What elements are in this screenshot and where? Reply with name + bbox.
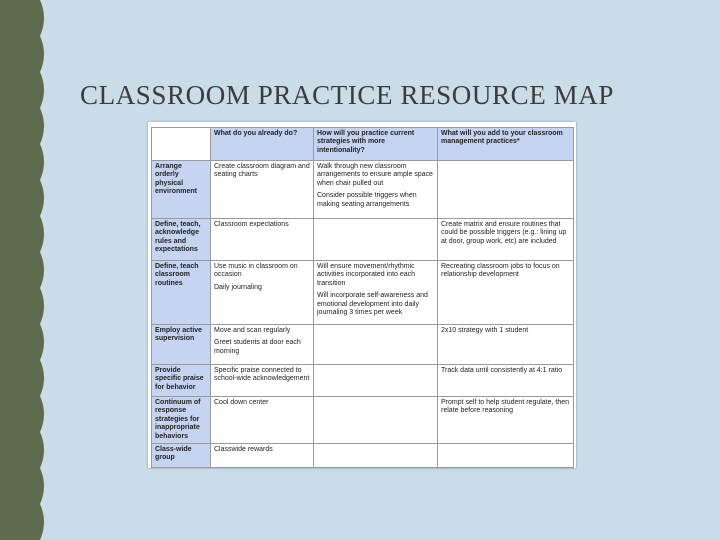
cell-add	[438, 397, 574, 444]
cell-add	[438, 365, 574, 397]
cell-item: Walk through new classroom arrangements to ensure ample space when chair pulled out	[317, 163, 433, 187]
cell-item: Prompt self to help student regulate, then relate before reasoning	[441, 399, 570, 415]
table-row	[152, 444, 574, 468]
table-row	[152, 325, 574, 365]
cell-item: Classwide rewards	[214, 446, 273, 454]
cell-item: Classroom expectations	[214, 221, 289, 228]
cell-item: Will incorporate self-awareness and emotional development into daily journaling 3 times per week	[317, 292, 428, 317]
cell-item: Use music in classroom on occasion	[214, 263, 298, 279]
header-corner	[152, 128, 211, 161]
cell-add	[438, 161, 574, 219]
resource-map-table-card	[148, 122, 576, 468]
cell-practice-more	[314, 219, 438, 261]
header-row	[152, 128, 574, 161]
cell-already	[211, 161, 314, 219]
cell-practice-more	[314, 325, 438, 365]
cell-add	[438, 219, 574, 261]
cell-item: Track data until consistently at 4:1 ratio	[441, 367, 563, 374]
row-practice: Arrange orderly physical environment	[152, 161, 211, 219]
row-practice: Provide specific praise for behavior	[152, 365, 211, 397]
cell-practice-more	[314, 161, 438, 219]
cell-item: Create classroom diagram and seating charts	[214, 163, 310, 179]
cell-practice-more	[314, 365, 438, 397]
cell-already	[211, 325, 314, 365]
header-add-practices: What will you add to your classroom management practices*	[438, 128, 574, 161]
slide-title: CLASSROOM PRACTICE RESOURCE MAP	[80, 80, 614, 110]
row-practice: Class-wide group	[152, 444, 211, 468]
table-row	[152, 397, 574, 444]
cell-add	[438, 325, 574, 365]
cell-practice-more	[314, 444, 438, 468]
row-practice: Define, teach classroom routines	[152, 261, 211, 325]
row-practice: Define, teach, acknowledge rules and expectations	[152, 219, 211, 261]
cell-item: Create matrix and ensure routines that could be possible triggers (e.g.: lining up at door, group work, etc) are included	[441, 221, 567, 245]
table-row	[152, 261, 574, 325]
row-practice: Employ active supervision	[152, 325, 211, 365]
table-row	[152, 161, 574, 219]
cell-add	[438, 261, 574, 325]
side-wave-band	[0, 0, 60, 540]
cell-item: 2x10 strategy with 1 student	[441, 327, 529, 334]
table-row	[152, 219, 574, 261]
cell-add	[438, 444, 574, 468]
cell-item: Recreating classroom jobs to focus on relationship development	[441, 263, 560, 279]
cell-item: Daily journaling	[214, 283, 262, 291]
cell-already	[211, 444, 314, 468]
cell-item: Specific praise connected to school-wide acknowledgement	[214, 367, 310, 383]
cell-item: Cool down center	[214, 399, 269, 406]
cell-already	[211, 365, 314, 397]
cell-item: Will ensure movement/rhythmic activities incorporated into each transition	[317, 263, 416, 287]
cell-item: Consider possible triggers when making seating arrangements	[317, 192, 417, 208]
cell-already	[211, 261, 314, 325]
cell-already	[211, 219, 314, 261]
header-already-do: What do you already do?	[211, 128, 314, 161]
cell-practice-more	[314, 397, 438, 444]
table-row	[152, 365, 574, 397]
cell-already	[211, 397, 314, 444]
row-practice: Continuum of response strategies for inappropriate behaviors	[152, 397, 211, 444]
header-practice-current: How will you practice current strategies with more intentionality?	[314, 128, 438, 161]
cell-practice-more	[314, 261, 438, 325]
cell-item: Greet students at door each morning	[214, 339, 301, 355]
resource-map-table	[151, 127, 574, 468]
cell-item: Move and scan regularly	[214, 327, 291, 334]
